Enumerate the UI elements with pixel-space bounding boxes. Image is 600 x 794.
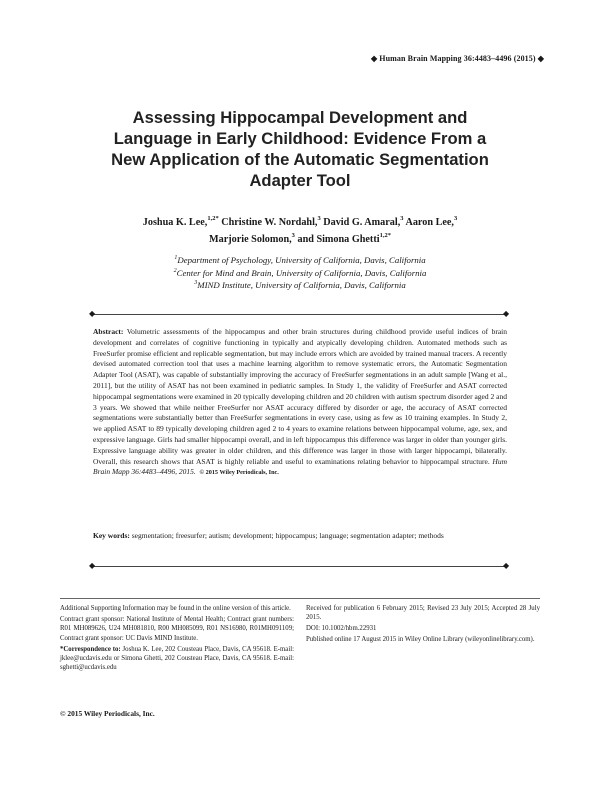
footnotes-right <box>306 604 540 646</box>
author-list <box>60 214 540 248</box>
affiliation: $^3$MIND Institute, University of California, Davis, California <box>194 280 406 290</box>
title-line: Language in Early Childhood: Evidence From a <box>113 129 487 148</box>
footnote: Contract grant sponsor: National Institute of Mental Health; Contract grant numbers: R01 MH089626, U24 MH081810, R00 MH085099, R01 NS16980, R01MH091109; Contract grant sponsor: UC Davis MIND Institute. <box>60 615 294 642</box>
affiliation: $^1$Department of Psychology, University of California, Davis, California <box>174 255 426 265</box>
doi: DOI: 10.1002/hbm.22931 <box>306 625 377 633</box>
footnote: Additional Supporting Information may be found in the online version of this article. <box>60 605 291 612</box>
author: Christine W. Nordahl,$^3$ <box>221 215 321 228</box>
abstract-bottom-rule <box>93 566 507 567</box>
diamond-icon: ◆ <box>89 561 96 570</box>
author: David G. Amaral,$^3$ <box>323 215 404 228</box>
correspondence-label: *Correspondence to: <box>60 645 121 653</box>
affiliations <box>60 254 540 292</box>
correspondence <box>60 645 294 673</box>
keywords <box>93 531 507 542</box>
author: and Simona Ghetti$^{1,2*}$ <box>297 232 391 245</box>
footnotes-left <box>60 604 294 674</box>
article-title <box>60 107 540 191</box>
title-line: Adapter Tool <box>249 171 351 190</box>
title-line: Assessing Hippocampal Development and <box>132 108 468 127</box>
running-head: ◆ Human Brain Mapping 36:4483–4496 (2015) ◆ <box>370 54 544 63</box>
abstract-label: Abstract: <box>93 327 124 336</box>
correspondence-text: Joshua K. Lee, 202 Cousteau Place, Davis, CA 95618. E-mail: jklee@ucdavis.edu or Simona Ghetti, 202 Cousteau Place, Davis, CA 95618. E-mail: sghetti@ucdavis.edu <box>60 645 294 672</box>
author: Marjorie Solomon,$^3$ <box>209 232 295 245</box>
abstract-copyright: © 2015 Wiley Periodicals, Inc. <box>199 469 279 477</box>
abstract-citation: Hum Brain Mapp 36:4483–4496, 2015. <box>93 456 508 477</box>
footnote-rule <box>60 598 540 599</box>
footnote: Received for publication 6 February 2015; Revised 23 July 2015; Accepted 28 July 2015. <box>306 605 540 622</box>
abstract <box>93 327 507 479</box>
keywords-text: segmentation; freesurfer; autism; development; hippocampus; language; segmentation adapter; methods <box>131 531 444 540</box>
author: Aaron Lee,$^3$ <box>405 215 458 228</box>
diamond-icon: ◆ <box>503 561 510 570</box>
page-copyright: © 2015 Wiley Periodicals, Inc. <box>60 709 155 718</box>
diamond-icon: ◆ <box>503 309 510 318</box>
title-line: New Application of the Automatic Segmentation <box>111 150 489 169</box>
abstract-top-rule <box>93 314 507 315</box>
author: Joshua K. Lee,$^{1,2*}$ <box>142 215 219 228</box>
affiliation: $^2$Center for Mind and Brain, University of California, Davis, California <box>173 267 427 278</box>
keywords-label: Key words: <box>93 531 130 540</box>
diamond-icon: ◆ <box>89 309 96 318</box>
footnote: Published online 17 August 2015 in Wiley Online Library (wileyonlinelibrary.com). <box>306 636 535 644</box>
abstract-body: Volumetric assessments of the hippocampus and other brain structures during childhood provide useful indices of brain development and correlates of cognitive functioning in typically and atypically developing children. Automated methods such as FreeSurfer promise efficient and replicable segmentation, but may include errors which are avoided by trained manual tracers. A recently devised automated correction tool that uses a machine learning algorithm to remove systematic errors, the Automatic Segmentation Adapter Tool (ASAT), was capable of substantially improving the accuracy of FreeSurfer segmentations in an adult sample [Wang et al., 2011], but the utility of ASAT has not been examined in pediatric samples. In Study 1, the validity of FreeSurfer and ASAT corrected hippocampal segmentations were examined in 20 typically developing children and 20 children with autism spectrum disorder aged 2 and 3 years. We showed that while neither FreeSurfer nor ASAT accuracy differed by disorder or age, the accuracy of ASAT corrected segmentations were substantially better than FreeSurfer segmentations in every case, using as few as 10 training examples. In Study 2, we applied ASAT to 89 typically developing children aged 2 to 4 years to examine relations between hippocampal volume, age, sex, and expressive language. Girls had smaller hippocampi overall, and in left hippocampus this difference was larger in older than younger girls. Expressive language ability was greater in older children, and this difference was larger in those with larger hippocampi, bilaterally. Overall, this research shows that ASAT is highly reliable and useful to examinations relating behavior to hippocampal structure. <box>93 327 507 466</box>
